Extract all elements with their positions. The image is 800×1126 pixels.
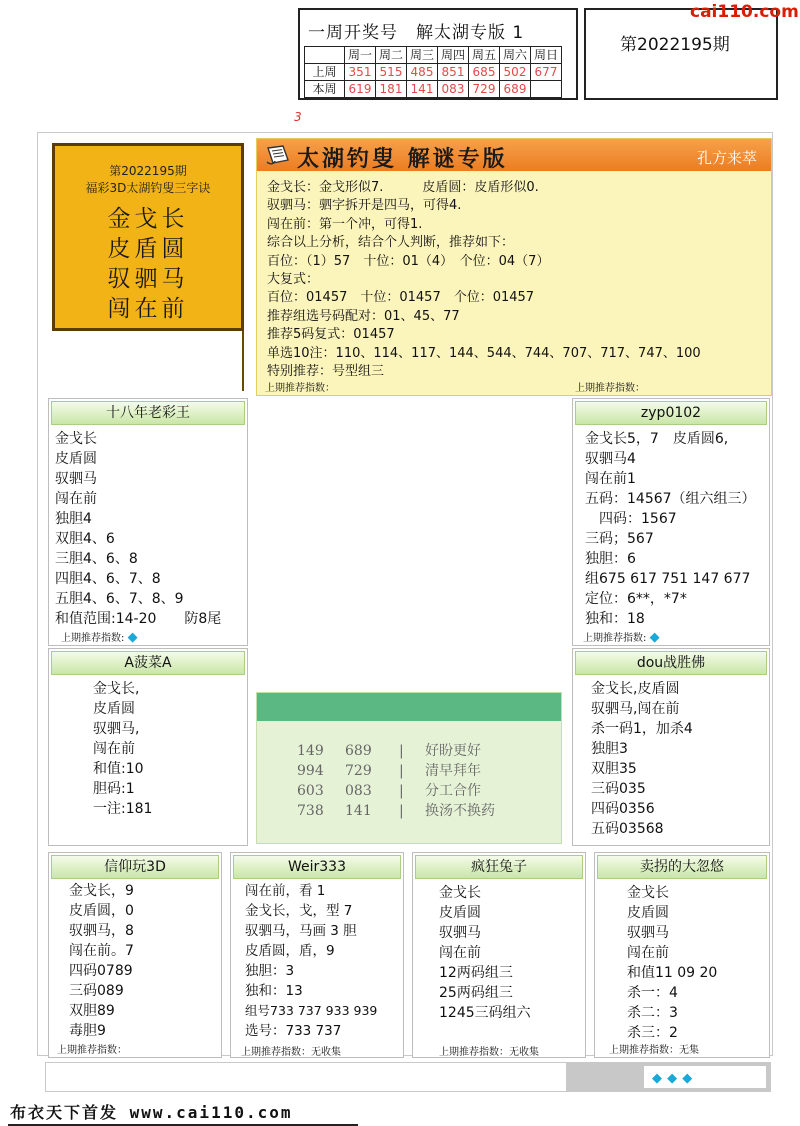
box-line: 独和：18: [585, 611, 645, 627]
scroll-icon: [265, 144, 291, 166]
day-header: 周日: [531, 47, 562, 64]
riddle-line: 百位：01457 十位：01457 个位：01457: [267, 290, 535, 306]
riddle-line: 驭驷马：驷字拆开是四马，可得4.: [267, 198, 462, 214]
box-line: 和值范围:14-20 防8尾: [55, 611, 222, 627]
number-card-header: [257, 693, 561, 721]
card-row: [297, 801, 495, 821]
box-index: 上期推荐指数：无集: [609, 1045, 699, 1056]
expert-box-title: dou战胜佛: [575, 651, 767, 675]
box-line: 金戈长: [55, 431, 97, 447]
draw-number: 515: [376, 64, 407, 81]
riddle-panel: [256, 138, 772, 396]
box-line: 驭驷马: [55, 471, 97, 487]
riddle-body: [267, 179, 767, 381]
box-index: 上期推荐指数：无收集: [241, 1047, 341, 1058]
diamond-icon: ◆: [652, 1071, 662, 1086]
box-line: 25两码组三: [439, 985, 513, 1001]
box-line: 驭驷马: [627, 925, 669, 941]
box-line: 皮盾圆: [55, 451, 97, 467]
box-line: 金戈长: [627, 885, 669, 901]
draw-number: 677: [531, 64, 562, 81]
draw-number: 181: [376, 81, 407, 98]
box-line: 金戈长: [439, 885, 481, 901]
diamond-icon: ◆: [649, 630, 660, 645]
box-line: 闯在前，看 1: [245, 883, 326, 899]
diamond-icon: ◆: [667, 1071, 678, 1086]
box-line: 1245三码组六: [439, 1005, 531, 1021]
box-line: 金戈长,: [93, 681, 140, 697]
expert-box-1: [48, 398, 248, 646]
expert-box-7: [412, 852, 586, 1058]
box-line: 12两码组三: [439, 965, 513, 981]
box-line: 金戈长5，7 皮盾圆6,: [585, 431, 729, 447]
box-line: 三码089: [69, 983, 124, 999]
card-row: [297, 761, 495, 781]
stray-digit: 3: [294, 110, 302, 124]
table-row: [305, 81, 562, 98]
day-header: 周一: [345, 47, 376, 64]
card-number: 141: [345, 803, 372, 819]
riddle-line: 综合以上分析，结合个人判断，推荐如下：: [267, 235, 515, 251]
site-logo[interactable]: cai110.com: [690, 2, 799, 22]
box-line: 闯在前: [55, 491, 97, 507]
weekly-draw-panel: [298, 8, 578, 100]
expert-box-title: 信仰玩3D: [51, 855, 219, 879]
weekly-draw-table: [304, 46, 562, 98]
number-card: [256, 692, 562, 844]
table-row: [305, 64, 562, 81]
bottom-rating-bar: [45, 1062, 771, 1092]
box-line: 驭驷马4: [585, 451, 636, 467]
box-line: 胆码:1: [93, 781, 135, 797]
box-line: 杀一：4: [627, 985, 678, 1001]
expert-box-5: [48, 852, 222, 1058]
diamond-icon: ◆: [682, 1071, 693, 1086]
box-line: 四胆4、6、7、8: [55, 571, 161, 587]
draw-number: 689: [500, 81, 531, 98]
expert-box-title: 卖拐的大忽悠: [597, 855, 767, 879]
day-header: 周四: [438, 47, 469, 64]
box-index: [61, 629, 138, 645]
expert-box-body: [69, 881, 134, 1041]
box-line: 闯在前。7: [69, 943, 134, 959]
card-number: 149: [297, 743, 324, 759]
box-line: 毒胆9: [69, 1023, 106, 1039]
card-separator: |: [399, 783, 404, 799]
box-line: 皮盾圆，0: [69, 903, 134, 919]
box-line: 独胆：3: [245, 963, 295, 979]
rating-gems: [644, 1066, 766, 1088]
poster-issue: 第2022195期: [109, 164, 187, 178]
box-line: 四码：1567: [585, 511, 677, 527]
box-line: 一注:181: [93, 801, 153, 817]
riddle-line: 特别推荐：号型组三: [267, 364, 385, 380]
box-line: 五码03568: [591, 821, 664, 837]
box-line: 和值:10: [93, 761, 144, 777]
box-line: 四码0356: [591, 801, 655, 817]
box-line: 四码0789: [69, 963, 133, 979]
footer-text: 布衣天下首发 www.cai110.com: [10, 1103, 293, 1122]
draw-number: 083: [438, 81, 469, 98]
box-line: 皮盾圆: [439, 905, 481, 921]
riddle-author: 孔方来萃: [696, 149, 757, 167]
expert-box-title: Weir333: [233, 855, 401, 879]
riddle-poster: [52, 143, 244, 331]
riddle-line: 推荐5码复式：01457: [267, 327, 395, 343]
riddle-line: 百位：（1）57 十位：01（4） 个位：04（7）: [267, 253, 550, 269]
box-index-label: 上期推荐指数:: [583, 633, 647, 644]
draw-number: 485: [407, 64, 438, 81]
weekly-title: 一周开奖号 解太湖专版 1: [308, 23, 525, 43]
day-header: 周五: [469, 47, 500, 64]
expert-box-title: 十八年老彩王: [51, 401, 245, 425]
box-line: 金戈长，9: [69, 883, 134, 899]
expert-box-body: [55, 429, 221, 629]
expert-box-body: [585, 429, 756, 629]
box-line: 双胆35: [591, 761, 637, 777]
expert-box-body: [627, 883, 717, 1043]
riddle-line: 金戈长：金戈形似7. 皮盾圆：皮盾形似0.: [267, 180, 539, 195]
draw-number: 729: [469, 81, 500, 98]
issue-number: 第2022195期: [620, 35, 730, 55]
poster-line: 金戈长: [107, 206, 189, 232]
box-line: 杀三：2: [627, 1025, 678, 1041]
draw-number: 351: [345, 64, 376, 81]
riddle-line: 大复式：: [267, 272, 320, 288]
draw-number: [531, 81, 562, 98]
box-index: [583, 629, 660, 645]
row-label: 上周: [305, 64, 345, 81]
box-line: 皮盾圆，盾，9: [245, 943, 335, 959]
box-line: 闯在前: [439, 945, 481, 961]
box-line: 三码；567: [585, 531, 654, 547]
box-line: 杀二：3: [627, 1005, 678, 1021]
box-line: 五码：14567（组六组三）: [585, 491, 756, 507]
box-line: 和值11 09 20: [627, 965, 718, 981]
number-card-body: [297, 741, 495, 821]
card-phrase: 清早拜年: [425, 763, 481, 779]
card-separator: |: [399, 803, 404, 819]
riddle-line: 单选10注：110、114、117、144、544、744、707、717、747、100: [267, 345, 701, 361]
diamond-icon: ◆: [127, 630, 138, 645]
riddle-line: 闯在前：第一个冲，可得1.: [267, 216, 423, 232]
poster-wrapper: [52, 143, 244, 391]
box-line: 双胆4、6: [55, 531, 115, 547]
riddle-title: 太湖钓叟 解谜专版: [297, 146, 508, 172]
box-line: 皮盾圆: [627, 905, 669, 921]
day-header: 周二: [376, 47, 407, 64]
expert-box-title: zyp0102: [575, 401, 767, 425]
table-corner: [305, 47, 345, 64]
box-line: 双胆89: [69, 1003, 115, 1019]
box-line: 三码035: [591, 781, 646, 797]
card-number: 603: [297, 783, 324, 799]
box-line: 组675 617 751 147 677: [585, 571, 751, 587]
expert-box-body: [591, 679, 693, 839]
expert-box-body: [439, 883, 531, 1023]
poster-line: 皮盾圆: [107, 236, 189, 262]
box-line: 独胆4: [55, 511, 92, 527]
box-index: 上期推荐指数：无收集: [439, 1047, 539, 1058]
card-number: 994: [297, 763, 324, 779]
card-phrase: 好盼更好: [425, 743, 481, 759]
card-number: 729: [345, 763, 372, 779]
box-line: 金戈长，戈，型 7: [245, 903, 353, 919]
card-phrase: 分工合作: [425, 783, 481, 799]
poster-line: 闯在前: [107, 296, 189, 322]
expert-box-8: [594, 852, 770, 1058]
box-index: 上期推荐指数：: [57, 1045, 127, 1056]
box-line: 杀一码1，加杀4: [591, 721, 693, 737]
draw-number: 141: [407, 81, 438, 98]
box-line: 定位：6**，*7*: [585, 591, 687, 607]
box-line: 驭驷马: [439, 925, 481, 941]
box-line: 闯在前: [627, 945, 669, 961]
box-line: 选号：733 737: [245, 1023, 342, 1039]
expert-box-body: [245, 881, 377, 1041]
riddle-index-left: 上期推荐指数：: [265, 383, 335, 394]
box-line: 驭驷马,: [93, 721, 140, 737]
expert-box-title: A菠菜A: [51, 651, 245, 675]
expert-box-4: [572, 648, 770, 846]
draw-number: 685: [469, 64, 500, 81]
table-header-row: [305, 47, 562, 64]
draw-number: 619: [345, 81, 376, 98]
riddle-header: [257, 139, 771, 171]
expert-box-3: [48, 648, 248, 846]
poster-line: 驭驷马: [107, 266, 189, 292]
day-header: 周六: [500, 47, 531, 64]
box-line: 驭驷马,闯在前: [591, 701, 680, 717]
box-line: 五胆4、6、7、8、9: [55, 591, 184, 607]
box-line: 驭驷马，8: [69, 923, 134, 939]
poster-lines: [55, 204, 241, 324]
expert-box-title: 疯狂兔子: [415, 855, 583, 879]
box-line: 闯在前1: [585, 471, 636, 487]
card-phrase: 换汤不换药: [425, 803, 495, 819]
row-label: 本周: [305, 81, 345, 98]
box-line: 皮盾圆: [93, 701, 135, 717]
box-line: 独胆3: [591, 741, 628, 757]
card-separator: |: [399, 763, 404, 779]
box-line: 金戈长,皮盾圆: [591, 681, 680, 697]
box-index-label: 上期推荐指数:: [61, 633, 125, 644]
expert-box-6: [230, 852, 404, 1058]
riddle-line: 推荐组选号码配对：01、45、77: [267, 308, 460, 324]
box-line: 独胆：6: [585, 551, 636, 567]
card-row: [297, 781, 495, 801]
box-line: 独和：13: [245, 983, 303, 999]
expert-box-2: [572, 398, 770, 646]
riddle-index-right: 上期推荐指数：: [575, 383, 645, 394]
card-row: [297, 741, 495, 761]
expert-box-body: [93, 679, 152, 819]
box-line: 闯在前: [93, 741, 135, 757]
draw-number: 851: [438, 64, 469, 81]
box-line: 驭驷马，马画 3 胆: [245, 923, 357, 939]
box-line: 组号733 737 933 939: [245, 1003, 378, 1018]
card-number: 689: [345, 743, 372, 759]
poster-subtitle: 福彩3D太湖钓叟三字诀: [85, 181, 211, 195]
day-header: 周三: [407, 47, 438, 64]
box-line: 三胆4、6、8: [55, 551, 138, 567]
card-number: 738: [297, 803, 324, 819]
card-separator: |: [399, 743, 404, 759]
card-number: 083: [345, 783, 372, 799]
draw-number: 502: [500, 64, 531, 81]
